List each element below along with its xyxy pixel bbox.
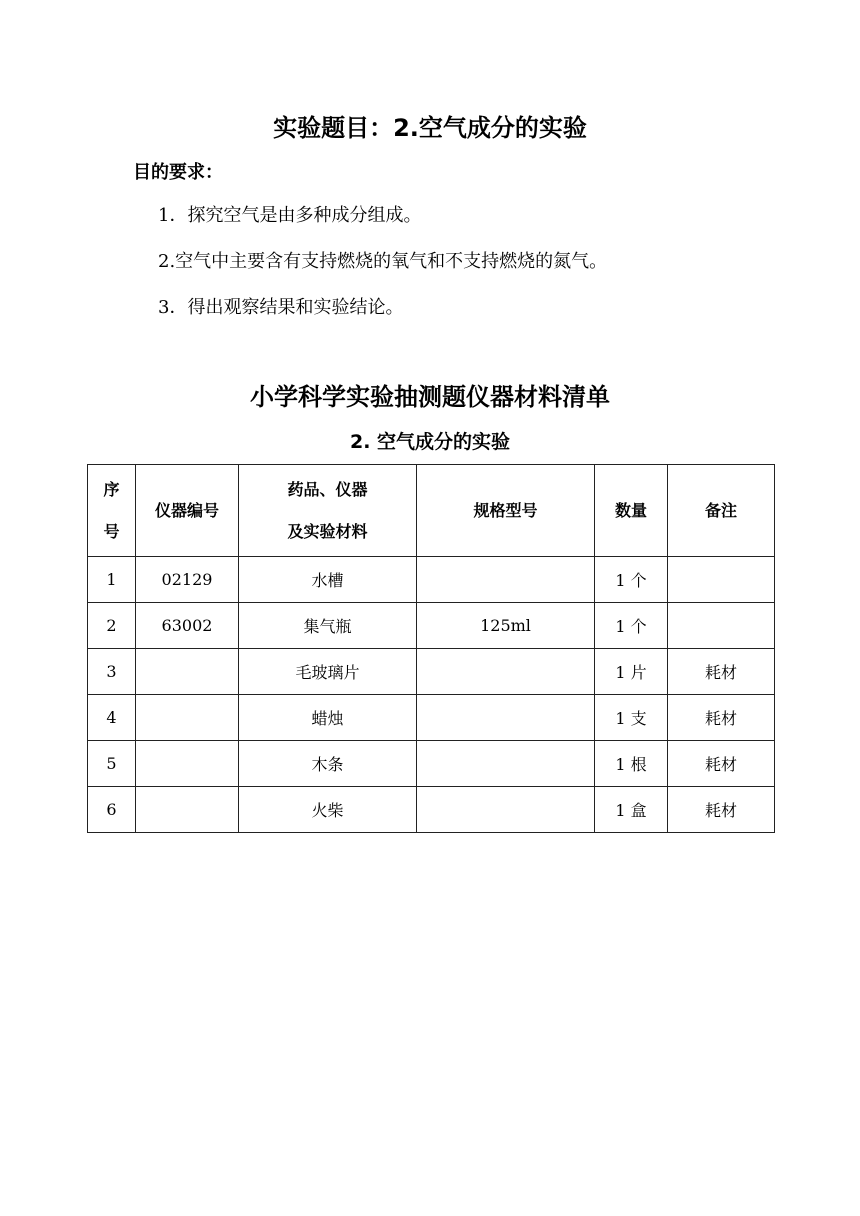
- cell-code: [136, 649, 239, 695]
- cell-seq: 4: [88, 695, 136, 741]
- cell-code: [136, 787, 239, 833]
- requirement-item: 3．得出观察结果和实验结论。: [158, 297, 404, 318]
- cell-qty: 1 片: [595, 649, 668, 695]
- cell-name: 水槽: [239, 557, 417, 603]
- header-name-line2: 及实验材料: [287, 522, 368, 541]
- cell-spec: [417, 695, 595, 741]
- cell-note: 耗材: [668, 787, 775, 833]
- table-row: [88, 787, 775, 833]
- header-seq-line1: 序: [103, 480, 120, 499]
- cell-seq: 5: [88, 741, 136, 787]
- table-row: [88, 603, 775, 649]
- cell-name: 蜡烛: [239, 695, 417, 741]
- cell-qty: 1 支: [595, 695, 668, 741]
- cell-name: 毛玻璃片: [239, 649, 417, 695]
- cell-note: 耗材: [668, 741, 775, 787]
- materials-list-title: 小学科学实验抽测题仪器材料清单: [250, 383, 610, 411]
- cell-spec: 125ml: [417, 603, 595, 649]
- cell-note: 耗材: [668, 649, 775, 695]
- cell-note: [668, 557, 775, 603]
- cell-qty: 1 个: [595, 603, 668, 649]
- cell-note: 耗材: [668, 695, 775, 741]
- cell-seq: 6: [88, 787, 136, 833]
- cell-seq: 1: [88, 557, 136, 603]
- cell-spec: [417, 741, 595, 787]
- cell-note: [668, 603, 775, 649]
- materials-table: [87, 464, 775, 833]
- cell-name: 火柴: [239, 787, 417, 833]
- header-spec: 规格型号: [417, 465, 595, 557]
- requirement-item: 1．探究空气是由多种成分组成。: [158, 205, 422, 226]
- page-title: 实验题目：2.空气成分的实验: [273, 114, 587, 142]
- table-row: [88, 695, 775, 741]
- table-header-row: [88, 465, 775, 557]
- table-row: [88, 741, 775, 787]
- requirements-list: [158, 201, 607, 339]
- header-note: 备注: [668, 465, 775, 557]
- cell-qty: 1 根: [595, 741, 668, 787]
- cell-spec: [417, 649, 595, 695]
- cell-code: 02129: [136, 557, 239, 603]
- cell-code: [136, 695, 239, 741]
- cell-seq: 2: [88, 603, 136, 649]
- header-name: [239, 465, 417, 557]
- header-code: 仪器编号: [136, 465, 239, 557]
- header-seq-line2: 号: [103, 522, 120, 541]
- cell-name: 集气瓶: [239, 603, 417, 649]
- requirements-heading: 目的要求：: [133, 162, 223, 183]
- cell-spec: [417, 557, 595, 603]
- cell-code: 63002: [136, 603, 239, 649]
- requirement-item: 2.空气中主要含有支持燃烧的氧气和不支持燃烧的氮气。: [158, 251, 608, 272]
- cell-qty: 1 盒: [595, 787, 668, 833]
- header-name-line1: 药品、仪器: [287, 480, 368, 499]
- header-seq: [88, 465, 136, 557]
- materials-list-subtitle: 2. 空气成分的实验: [349, 431, 511, 453]
- cell-spec: [417, 787, 595, 833]
- header-qty: 数量: [595, 465, 668, 557]
- cell-name: 木条: [239, 741, 417, 787]
- cell-seq: 3: [88, 649, 136, 695]
- cell-qty: 1 个: [595, 557, 668, 603]
- cell-code: [136, 741, 239, 787]
- table-row: [88, 557, 775, 603]
- table-row: [88, 649, 775, 695]
